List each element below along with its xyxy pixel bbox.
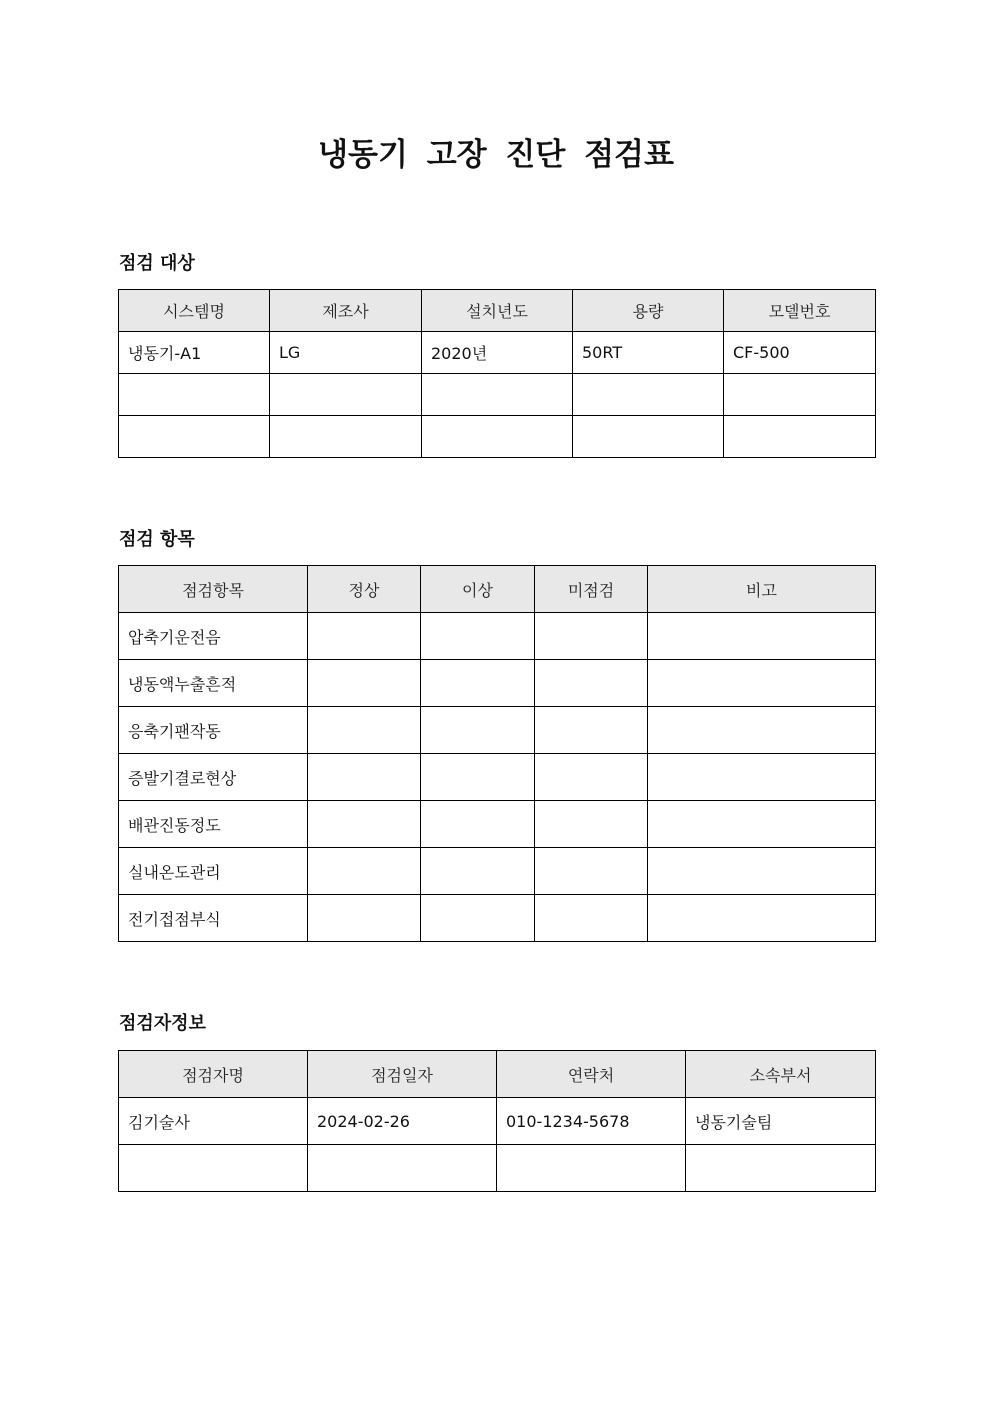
table-cell: 냉동기술팀 — [686, 1098, 876, 1145]
table-cell — [573, 374, 724, 416]
abnormal-cell[interactable] — [421, 660, 535, 707]
table-cell — [497, 1145, 686, 1192]
not-inspected-cell[interactable] — [535, 801, 648, 848]
table-row — [119, 848, 876, 895]
not-inspected-cell[interactable] — [535, 754, 648, 801]
table-row — [119, 895, 876, 942]
items-table — [118, 565, 876, 942]
column-header-contact: 연락처 — [497, 1051, 686, 1098]
column-header-inspection-date: 점검일자 — [308, 1051, 497, 1098]
table-cell: CF-500 — [724, 332, 876, 374]
table-row — [119, 707, 876, 754]
table-row — [119, 801, 876, 848]
abnormal-cell[interactable] — [421, 707, 535, 754]
table-header-row — [119, 290, 876, 332]
inspector-table — [118, 1050, 876, 1192]
abnormal-cell[interactable] — [421, 754, 535, 801]
table-cell — [119, 416, 270, 458]
inspector-section-heading: 점검자정보 — [119, 1013, 206, 1034]
normal-cell[interactable] — [308, 801, 421, 848]
abnormal-cell[interactable] — [421, 801, 535, 848]
column-header-normal: 정상 — [308, 566, 421, 613]
table-cell — [686, 1145, 876, 1192]
table-cell: 냉동기-A1 — [119, 332, 270, 374]
abnormal-cell[interactable] — [421, 848, 535, 895]
normal-cell[interactable] — [308, 707, 421, 754]
table-cell — [119, 374, 270, 416]
table-cell — [119, 1145, 308, 1192]
table-row — [119, 754, 876, 801]
column-header-capacity: 용량 — [573, 290, 724, 332]
table-cell — [422, 374, 573, 416]
table-cell: LG — [270, 332, 422, 374]
table-cell — [270, 416, 422, 458]
target-section-heading: 점검 대상 — [119, 253, 195, 274]
column-header-inspector-name: 점검자명 — [119, 1051, 308, 1098]
column-header-not-inspected: 미점검 — [535, 566, 648, 613]
table-header-row — [119, 1051, 876, 1098]
column-header-department: 소속부서 — [686, 1051, 876, 1098]
table-row — [119, 374, 876, 416]
remarks-cell[interactable] — [648, 660, 876, 707]
remarks-cell[interactable] — [648, 848, 876, 895]
remarks-cell[interactable] — [648, 707, 876, 754]
table-row — [119, 332, 876, 374]
item-label: 냉동액누출흔적 — [119, 660, 308, 707]
not-inspected-cell[interactable] — [535, 660, 648, 707]
table-cell: 2020년 — [422, 332, 573, 374]
target-table — [118, 289, 876, 458]
table-row — [119, 416, 876, 458]
not-inspected-cell[interactable] — [535, 613, 648, 660]
document-title: 냉동기 고장 진단 점검표 — [318, 137, 674, 173]
not-inspected-cell[interactable] — [535, 895, 648, 942]
table-cell — [270, 374, 422, 416]
item-label: 압축기운전음 — [119, 613, 308, 660]
column-header-remarks: 비고 — [648, 566, 876, 613]
table-row — [119, 1098, 876, 1145]
abnormal-cell[interactable] — [421, 613, 535, 660]
not-inspected-cell[interactable] — [535, 848, 648, 895]
table-cell — [724, 374, 876, 416]
remarks-cell[interactable] — [648, 754, 876, 801]
table-cell: 010-1234-5678 — [497, 1098, 686, 1145]
normal-cell[interactable] — [308, 848, 421, 895]
table-row — [119, 660, 876, 707]
item-label: 증발기결로현상 — [119, 754, 308, 801]
normal-cell[interactable] — [308, 754, 421, 801]
table-cell: 김기술사 — [119, 1098, 308, 1145]
table-cell — [422, 416, 573, 458]
normal-cell[interactable] — [308, 660, 421, 707]
not-inspected-cell[interactable] — [535, 707, 648, 754]
table-cell — [724, 416, 876, 458]
item-label: 전기접점부식 — [119, 895, 308, 942]
remarks-cell[interactable] — [648, 801, 876, 848]
column-header-item: 점검항목 — [119, 566, 308, 613]
table-row — [119, 613, 876, 660]
table-row — [119, 1145, 876, 1192]
item-label: 실내온도관리 — [119, 848, 308, 895]
table-cell — [573, 416, 724, 458]
column-header-manufacturer: 제조사 — [270, 290, 422, 332]
table-header-row — [119, 566, 876, 613]
column-header-install-year: 설치년도 — [422, 290, 573, 332]
item-label: 배관진동정도 — [119, 801, 308, 848]
table-cell — [308, 1145, 497, 1192]
abnormal-cell[interactable] — [421, 895, 535, 942]
normal-cell[interactable] — [308, 613, 421, 660]
column-header-abnormal: 이상 — [421, 566, 535, 613]
remarks-cell[interactable] — [648, 613, 876, 660]
normal-cell[interactable] — [308, 895, 421, 942]
item-label: 응축기팬작동 — [119, 707, 308, 754]
table-cell: 2024-02-26 — [308, 1098, 497, 1145]
table-cell: 50RT — [573, 332, 724, 374]
column-header-system-name: 시스템명 — [119, 290, 270, 332]
remarks-cell[interactable] — [648, 895, 876, 942]
items-section-heading: 점검 항목 — [119, 529, 195, 550]
column-header-model-number: 모델번호 — [724, 290, 876, 332]
